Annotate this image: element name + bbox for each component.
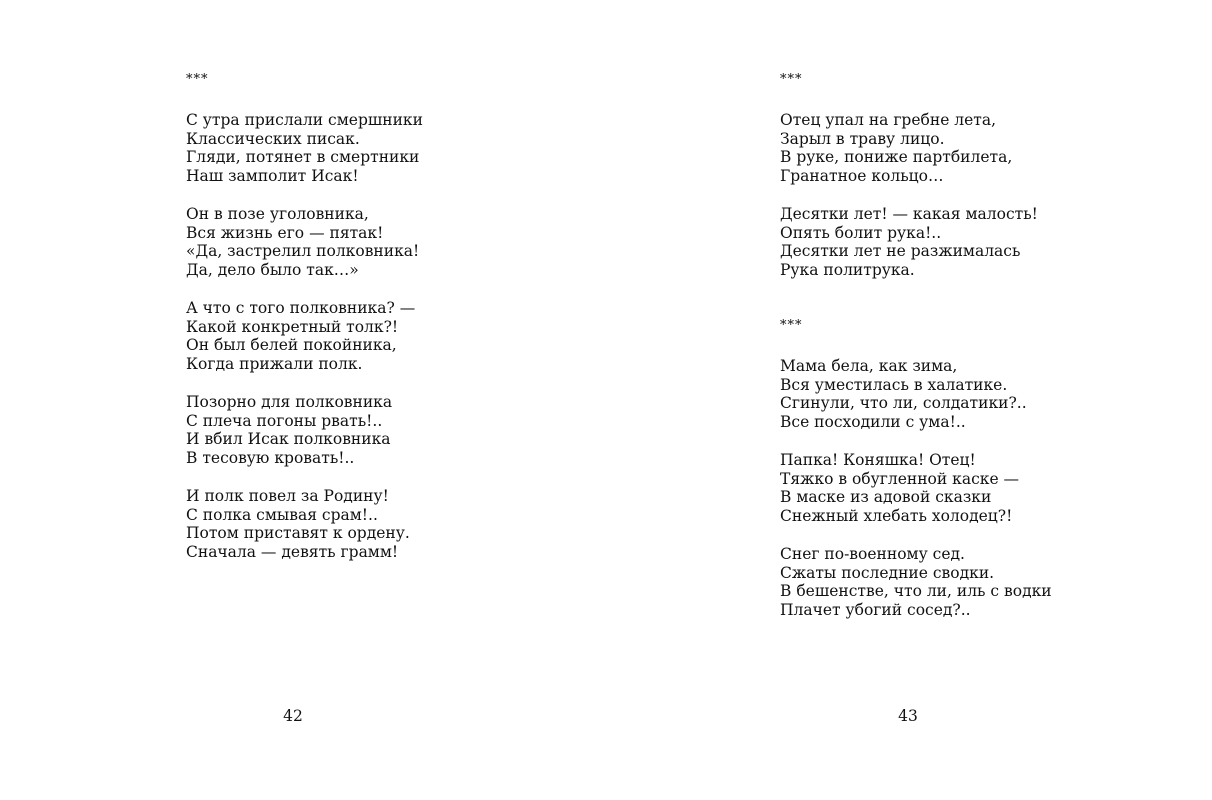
- poem-line: Рука политрука.: [780, 261, 915, 280]
- poem: [780, 317, 1052, 620]
- poem-line: Отец упал на гребне лета,: [780, 110, 997, 129]
- poem-line: Наш замполит Исак!: [186, 167, 359, 186]
- stanza: [186, 205, 423, 280]
- poem-line: С полка смывая срам!..: [186, 505, 378, 524]
- poem-line: Вся жизнь его — пятак!: [186, 223, 384, 242]
- stanza: [780, 451, 1052, 526]
- stanza: [186, 487, 423, 562]
- poem-line: Какой конкретный толк?!: [186, 317, 399, 336]
- poem-line: Сгинули, что ли, солдатики?..: [780, 394, 1027, 413]
- stanza: [186, 299, 423, 374]
- right-page: [606, 0, 1212, 800]
- poem-line: В бешенстве, что ли, иль с водки: [780, 582, 1052, 601]
- poem-line: Снежный хлебать холодец?!: [780, 507, 1013, 526]
- poem-line: Да, дело было так…»: [186, 261, 359, 280]
- poem-line: Зарыл в траву лицо.: [780, 129, 945, 148]
- poem-line: Десятки лет не разжималась: [780, 242, 1021, 261]
- poem-line: А что с того полковника? —: [186, 298, 416, 317]
- poem-line: В маске из адовой сказки: [780, 488, 992, 507]
- left-page-text: [186, 71, 423, 562]
- poem-separator: ***: [780, 72, 803, 87]
- stanza: [780, 357, 1052, 432]
- poem-line: Он был белей покойника,: [186, 336, 397, 355]
- poem-line: В руке, пониже партбилета,: [780, 148, 1013, 167]
- poem-line: Сначала — девять грамм!: [186, 543, 399, 562]
- poem-line: Он в позе уголовника,: [186, 204, 369, 223]
- poem-line: Гранатное кольцо…: [780, 167, 944, 186]
- poem: [186, 71, 423, 562]
- poem-line: В тесовую кровать!..: [186, 449, 355, 468]
- poem-line: Все посходили с ума!..: [780, 413, 966, 432]
- poem-line: Папка! Коняшка! Отец!: [780, 450, 976, 469]
- poem-line: Мама бела, как зима,: [780, 356, 958, 375]
- poem-line: Позорно для полковника: [186, 392, 393, 411]
- poem: [780, 71, 1052, 280]
- poem-line: Потом приставят к ордену.: [186, 524, 410, 543]
- poem-line: Сжаты последние сводки.: [780, 563, 995, 582]
- poem-line: Опять болит рука!..: [780, 223, 942, 242]
- poem-line: И полк повел за Родину!: [186, 486, 389, 505]
- poem-separator: ***: [780, 317, 803, 333]
- poem-line: Гляди, потянет в смертники: [186, 148, 420, 167]
- stanza: [186, 111, 423, 186]
- poem-line: С утра прислали смершники: [186, 110, 423, 129]
- stanza: [780, 205, 1052, 280]
- stanza: [780, 111, 1052, 186]
- poem-line: «Да, застрелил полковника!: [186, 242, 420, 261]
- page-number: 42: [283, 707, 303, 725]
- stanza: [186, 393, 423, 468]
- poem-line: И вбил Исак полковника: [186, 430, 391, 449]
- stanza: [780, 545, 1052, 620]
- poem-line: Снег по-военному сед.: [780, 544, 965, 563]
- poem-line: Когда прижали полк.: [186, 355, 363, 374]
- poem-line: С плеча погоны рвать!..: [186, 411, 383, 430]
- poem-line: Вся уместилась в халатике.: [780, 375, 1008, 394]
- poem-line: Десятки лет! — какая малость!: [780, 204, 1038, 223]
- poem-line: Тяжко в обугленной каске —: [780, 469, 1020, 488]
- poem-line: Классических писак.: [186, 129, 360, 148]
- poem-separator: ***: [186, 72, 209, 87]
- page-number: 43: [898, 707, 918, 725]
- right-page-text: [780, 71, 1052, 620]
- poem-line: Плачет убогий сосед?..: [780, 601, 971, 620]
